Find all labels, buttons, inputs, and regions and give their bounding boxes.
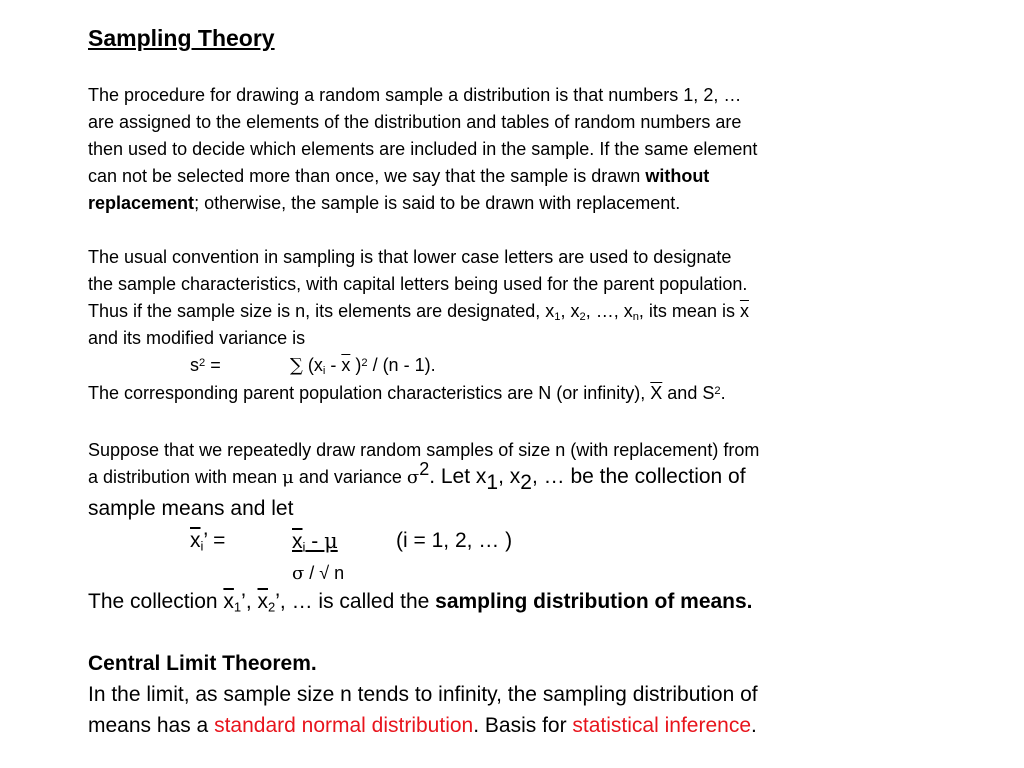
text-line: replacement; otherwise, the sample is said to be drawn with replacement. — [88, 193, 681, 213]
text-line: The collection $\overline{x}_1$’, $\overline{x}_2$’, … is called the sampling distribution of means. — [88, 590, 753, 615]
xbar-symbol: $\overline{x}$ — [223, 590, 234, 613]
standardized-formula-denominator: σ / √ n — [292, 563, 345, 584]
highlight-term: standard normal distribution — [214, 714, 474, 737]
highlight-term: statistical inference — [572, 714, 752, 737]
text-line: the sample characteristics, with capital letters being used for the parent population. — [88, 274, 748, 294]
text-line: The corresponding parent population characteristics are N (or infinity), $\overline{X}$ and $S^2$. — [88, 383, 726, 403]
standardized-formula-numerator: $x_i$ - μ — [292, 529, 338, 555]
text-line: a distribution with mean μ and variance $\sigma^2$. Let $x_1$, $x_2$, … be the collection of — [88, 458, 746, 494]
sigma-symbol: σ — [292, 563, 305, 584]
text-line: In the limit, as sample size n tends to infinity, the sampling distribution of — [88, 683, 758, 706]
index-range: (i = 1, 2, … ) — [396, 529, 513, 552]
text-line: The procedure for drawing a random sample a distribution is that numbers 1, 2, … — [88, 85, 742, 105]
xbar-symbol: $\overline{x}$ — [190, 529, 201, 552]
page-title: Sampling Theory — [88, 25, 275, 51]
text-line: The usual convention in sampling is that lower case letters are used to designate — [88, 247, 732, 267]
text-line: Thus if the sample size is n, its elements are designated, $x_1$, $x_2$, …, $x_n$, its mean is $\overline{x}$ — [88, 301, 749, 324]
sum-symbol: ∑ — [290, 355, 303, 376]
xbar-symbol: $\overline{x}$ — [341, 355, 351, 375]
text-line: means has a standard normal distribution. Basis for statistical inference. — [88, 714, 757, 737]
text-line: are assigned to the elements of the distribution and tables of random numbers are — [88, 112, 742, 132]
text-line: sample means and let — [88, 497, 294, 520]
Xbar-symbol: $\overline{X}$ — [650, 383, 663, 403]
xbar-symbol: x — [292, 530, 303, 553]
variance-formula-lhs: $s^2$ = — [190, 355, 221, 375]
text-line: then used to decide which elements are included in the sample. If the same element — [88, 139, 758, 159]
bold-term: without — [645, 166, 710, 186]
section-heading: Central Limit Theorem. — [88, 652, 317, 675]
mu-symbol: μ — [282, 467, 294, 488]
mu-symbol: μ — [324, 529, 338, 553]
bold-term: replacement — [88, 193, 195, 213]
variance-formula-rhs: ∑ ($x_i - \overline{x}$ )$^2$ / (n - 1). — [290, 355, 436, 378]
standardized-formula-lhs: $\overline{x}_i$’ = — [190, 529, 226, 554]
xbar-symbol: $\overline{x}$ — [739, 301, 749, 321]
xbar-symbol: $\overline{x}$ — [257, 590, 268, 613]
text-line: can not be selected more than once, we say that the sample is drawn without — [88, 166, 710, 186]
sigma-symbol: σ — [406, 467, 420, 488]
text-line: and its modified variance is — [88, 328, 306, 348]
bold-term: sampling distribution of means. — [435, 590, 753, 613]
text-line: Suppose that we repeatedly draw random samples of size n (with replacement) from — [88, 440, 760, 460]
